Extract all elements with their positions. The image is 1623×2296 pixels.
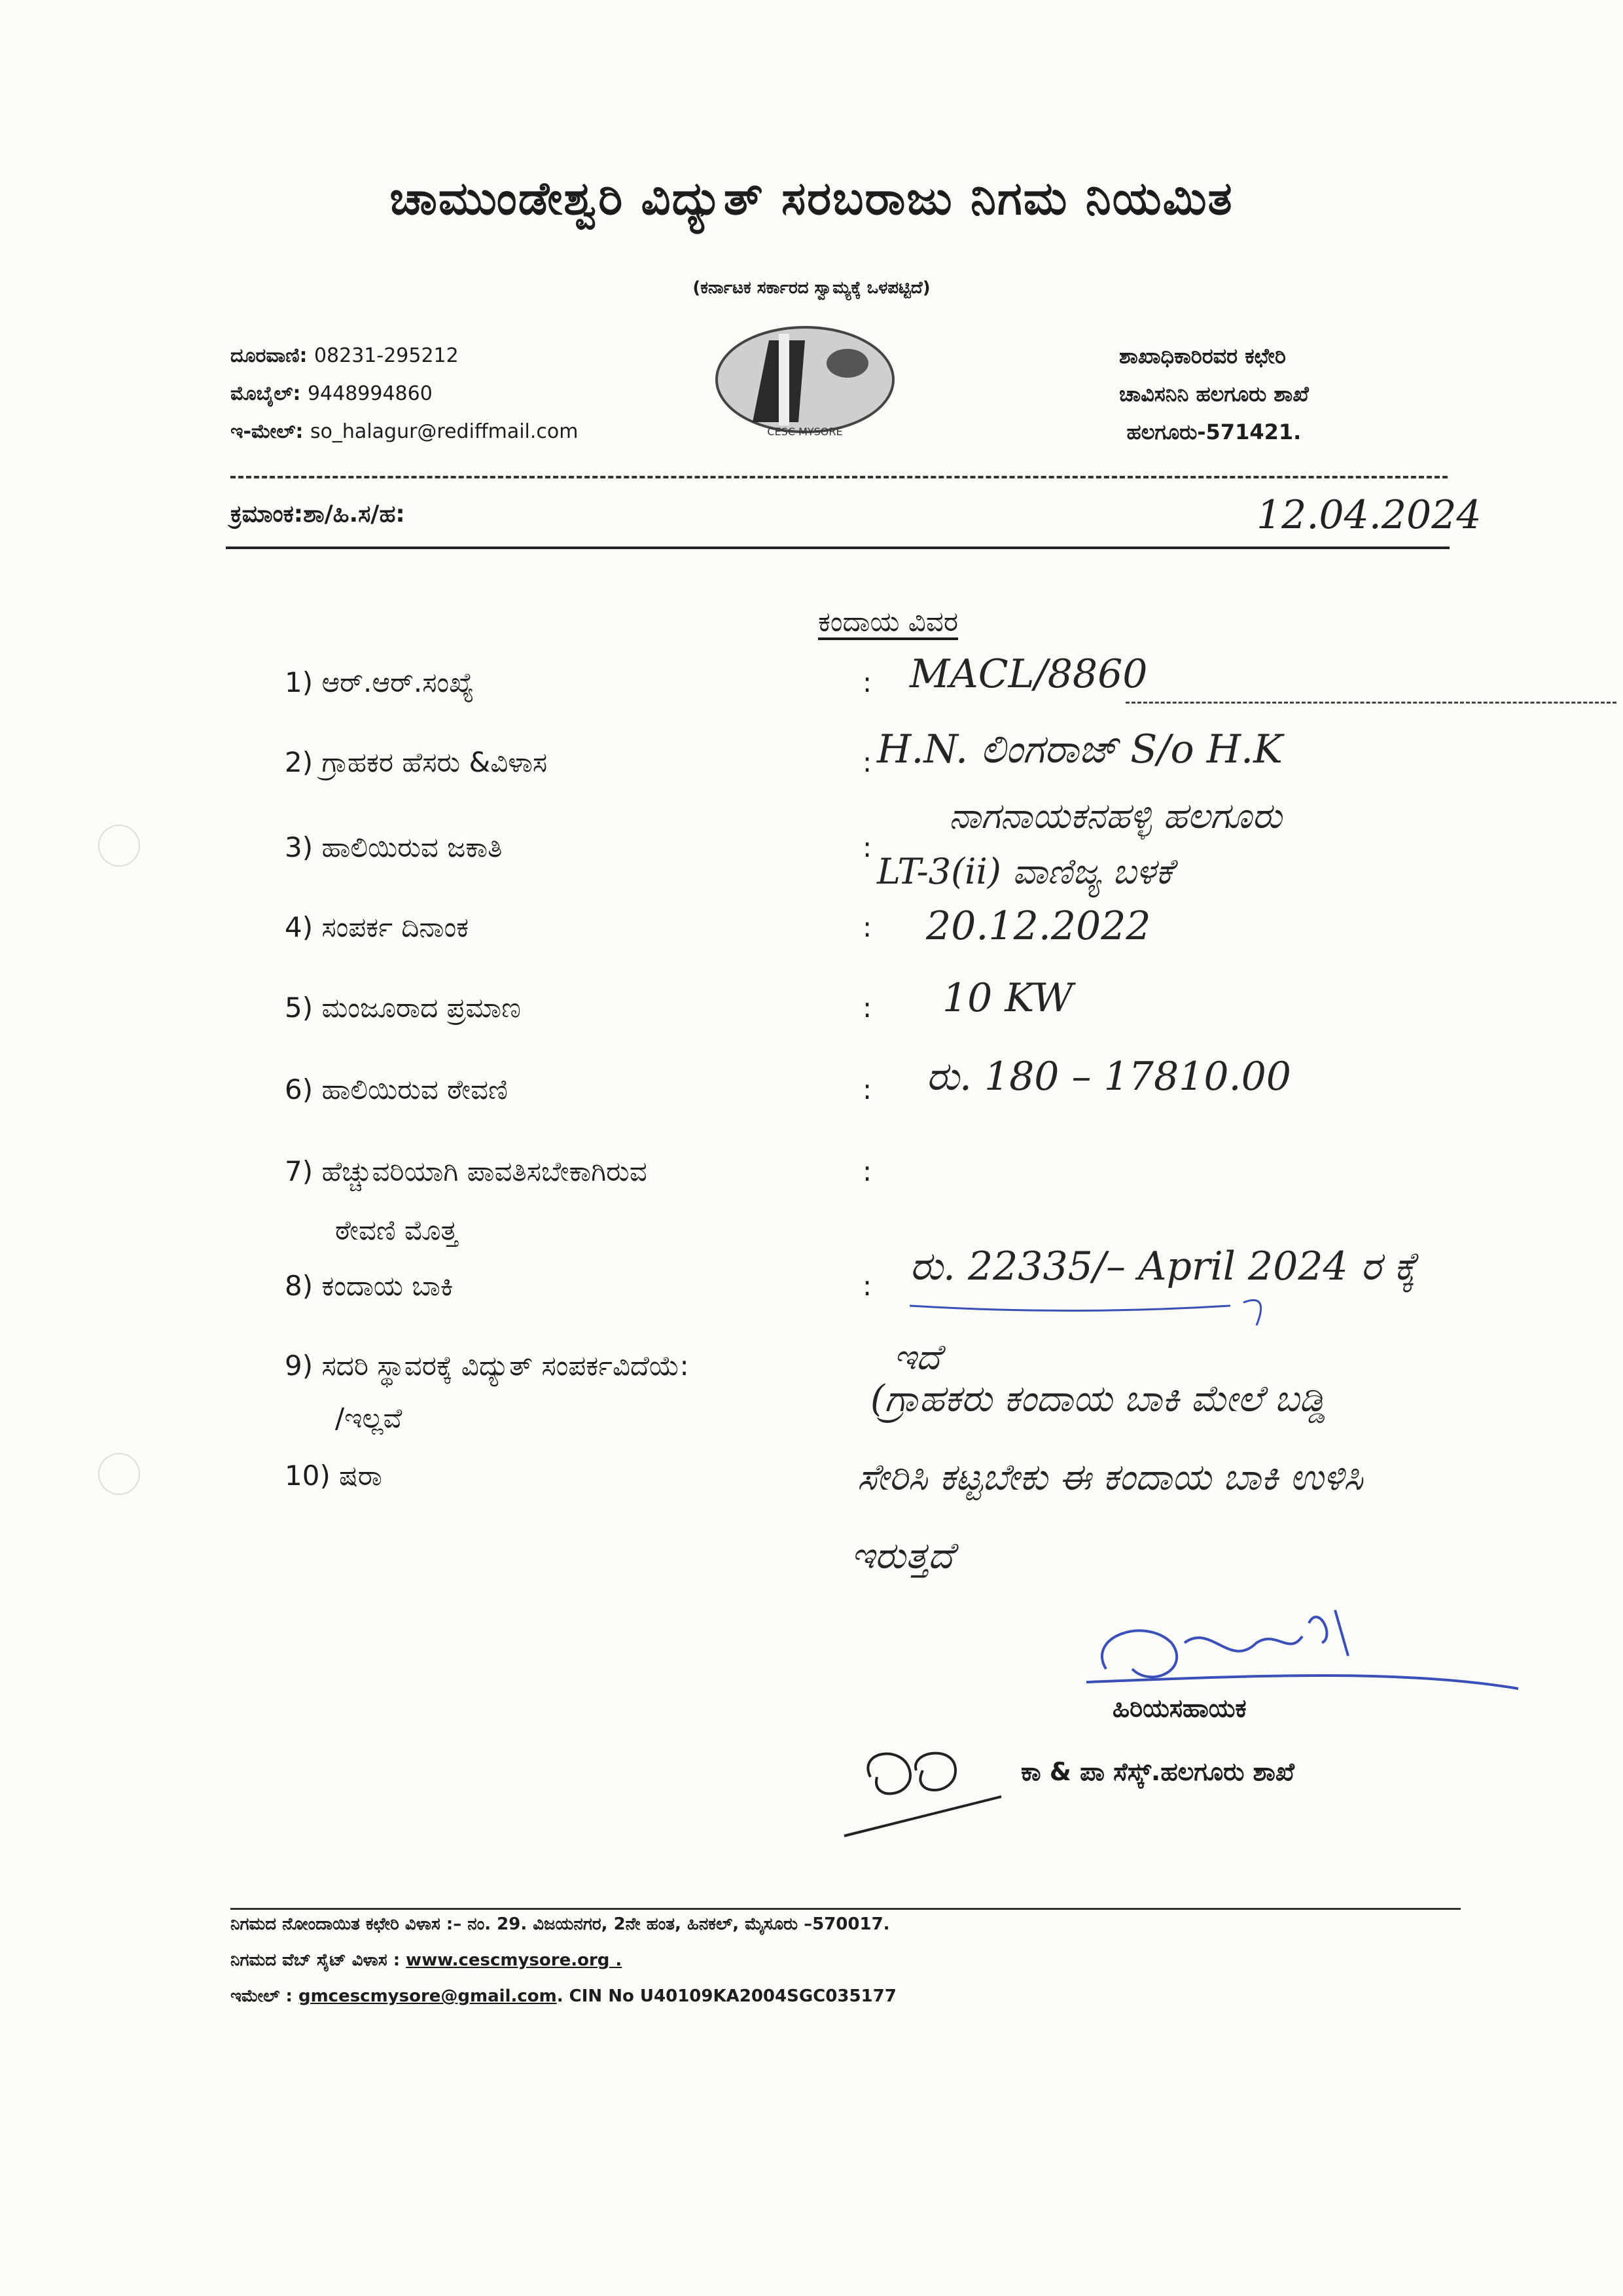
phone-line bbox=[230, 337, 579, 375]
footer-email-label: ಇಮೇಲ್ : bbox=[230, 1986, 293, 2006]
cesc-logo bbox=[707, 314, 903, 445]
arrears-underline bbox=[903, 1293, 1296, 1332]
row-colon: : bbox=[863, 1155, 872, 1187]
mobile-value: 9448994860 bbox=[307, 382, 433, 405]
signatory-title: ಹಿರಿಯಸಹಾಯಕ bbox=[1113, 1694, 1247, 1723]
existing-deposit-value: ರು. 180 – 17810.00 bbox=[926, 1054, 1291, 1100]
cin-number: . CIN No U40109KA2004SGC035177 bbox=[556, 1986, 897, 2006]
email-label: ಇ-ಮೇಲ್: bbox=[230, 420, 304, 443]
footer-email-line bbox=[230, 1986, 897, 2007]
row-label-continued: /ಇಲ್ಲವೆ bbox=[335, 1402, 402, 1434]
website-link[interactable]: www.cescmysore.org . bbox=[406, 1950, 622, 1970]
company-title: ಚಾಮುಂಡೇಶ್ವರಿ ವಿದ್ಯುತ್ ಸರಬರಾಜು ನಿಗಮ ನಿಯಮಿತ bbox=[389, 171, 1234, 225]
office-line-1: ಶಾಖಾಧಿಕಾರಿರವರ ಕಛೇರಿ bbox=[1119, 344, 1286, 368]
row-colon: : bbox=[863, 666, 872, 698]
sanctioned-load-value: 10 KW bbox=[942, 975, 1073, 1021]
mobile-label: ಮೊಬೈಲ್: bbox=[230, 382, 301, 405]
company-subtitle: (ಕರ್ನಾಟಕ ಸರ್ಕಾರದ ಸ್ವಾಮ್ಯಕ್ಕೆ ಒಳಪಟ್ಟಿದೆ) bbox=[692, 278, 931, 298]
rr-underline bbox=[1126, 702, 1616, 704]
row-colon: : bbox=[863, 1073, 872, 1105]
row-colon: : bbox=[863, 831, 872, 863]
remarks-line-3: ಇರುತ್ತದೆ bbox=[851, 1535, 954, 1577]
customer-address-value: ನಾಗನಾಯಕನಹಳ್ಳಿ ಹಲಗೂರು bbox=[949, 795, 1282, 836]
signatory-office: ಕಾ & ಪಾ ಸೆಸ್ಕ್.ಹಲಗೂರು ಶಾಖೆ bbox=[1021, 1757, 1294, 1786]
logo-text: CESC MYSORE bbox=[767, 425, 843, 438]
office-line-3: ಹಲಗೂರು-571421. bbox=[1126, 420, 1302, 444]
footer-email-link[interactable]: gmcescmysore@gmail.com bbox=[298, 1986, 557, 2006]
phone-label: ದೂರವಾಣಿ: bbox=[230, 344, 308, 367]
office-address bbox=[1119, 337, 1309, 451]
row-label: 3) ಹಾಲಿಯಿರುವ ಜಕಾತಿ bbox=[285, 831, 503, 863]
initials-signature bbox=[831, 1738, 1014, 1842]
row-label: 7) ಹೆಚ್ಚುವರಿಯಾಗಿ ಪಾವತಿಸಬೇಕಾಗಿರುವ bbox=[285, 1155, 647, 1187]
reference-number-label: ಕ್ರಮಾಂಕ:ಶಾ/ಹಿ.ಸ/ಹ: bbox=[230, 501, 405, 528]
mobile-line bbox=[230, 375, 579, 413]
customer-name-value: H.N. ಲಿಂಗರಾಜ್ S/o H.K bbox=[877, 726, 1283, 772]
connection-exists-value: ಇದೆ bbox=[893, 1336, 941, 1378]
punch-hole bbox=[98, 1453, 140, 1495]
tariff-value: LT-3(ii) ವಾಣಿಜ್ಯ ಬಳಕೆ bbox=[877, 851, 1173, 892]
contact-block bbox=[230, 337, 579, 451]
row-label: 6) ಹಾಲಿಯಿರುವ ಠೇವಣಿ bbox=[285, 1073, 508, 1105]
row-colon: : bbox=[863, 1270, 872, 1302]
handwritten-signature bbox=[1060, 1597, 1558, 1708]
revenue-arrears-value: ರು. 22335/– April 2024 ರ ಕ್ಕೆ bbox=[910, 1244, 1417, 1289]
row-colon: : bbox=[863, 746, 872, 778]
footer-address: ನಿಗಮದ ನೋಂದಾಯಿತ ಕಛೇರಿ ವಿಳಾಸ :– ನಂ. 29. ವಿಜಯನಗರ, 2ನೇ ಹಂತ, ಹಿನಕಲ್, ಮೈಸೂರು –570017. bbox=[230, 1914, 890, 1934]
header-divider-dashed bbox=[230, 476, 1448, 478]
connection-date-value: 20.12.2022 bbox=[926, 903, 1151, 949]
office-line-2: ಚಾವಿಸನಿನಿ ಹಲಗೂರು ಶಾಖೆ bbox=[1119, 382, 1309, 406]
phone-value: 08231-295212 bbox=[313, 344, 459, 367]
email-value: so_halagur@rediffmail.com bbox=[310, 420, 579, 443]
row-label: 1) ಆರ್.ಆರ್.ಸಂಖ್ಯೆ bbox=[285, 666, 474, 698]
row-label: 2) ಗ್ರಾಹಕರ ಹೆಸರು &ವಿಳಾಸ bbox=[285, 746, 548, 778]
letter-date: 12.04.2024 bbox=[1257, 492, 1482, 538]
row-colon: : bbox=[863, 992, 872, 1024]
header-divider-solid bbox=[226, 547, 1450, 549]
remarks-line-1: (ಗ್ರಾಹಕರು ಕಂದಾಯ ಬಾಕಿ ಮೇಲೆ ಬಡ್ಡಿ bbox=[870, 1378, 1327, 1420]
remarks-line-2: ಸೇರಿಸಿ ಕಟ್ಟಬೇಕು ಈ ಕಂದಾಯ ಬಾಕಿ ಉಳಿಸಿ bbox=[857, 1456, 1363, 1499]
website-label: ನಿಗಮದ ವೆಬ್ ಸೈಟ್ ವಿಳಾಸ : bbox=[230, 1950, 401, 1970]
row-label: 9) ಸದರಿ ಸ್ಥಾವರಕ್ಕೆ ವಿದ್ಯುತ್ ಸಂಪರ್ಕವಿದೆಯೆ: bbox=[285, 1350, 689, 1382]
email-line bbox=[230, 413, 579, 451]
footer-website-line bbox=[230, 1950, 622, 1971]
row-label: 4) ಸಂಪರ್ಕ ದಿನಾಂಕ bbox=[285, 911, 469, 943]
footer-divider bbox=[230, 1908, 1461, 1910]
punch-hole bbox=[98, 825, 140, 867]
row-label: 10) ಷರಾ bbox=[285, 1460, 382, 1492]
rr-number-value: MACL/8860 bbox=[910, 651, 1148, 697]
section-title: ಕಂದಾಯ ವಿವರ bbox=[818, 605, 959, 637]
row-colon: : bbox=[863, 911, 872, 943]
row-label: 8) ಕಂದಾಯ ಬಾಕಿ bbox=[285, 1270, 454, 1302]
row-label: 5) ಮಂಜೂರಾದ ಪ್ರಮಾಣ bbox=[285, 992, 521, 1024]
row-label-continued: ಠೇವಣಿ ಮೊತ್ತ bbox=[335, 1214, 458, 1246]
